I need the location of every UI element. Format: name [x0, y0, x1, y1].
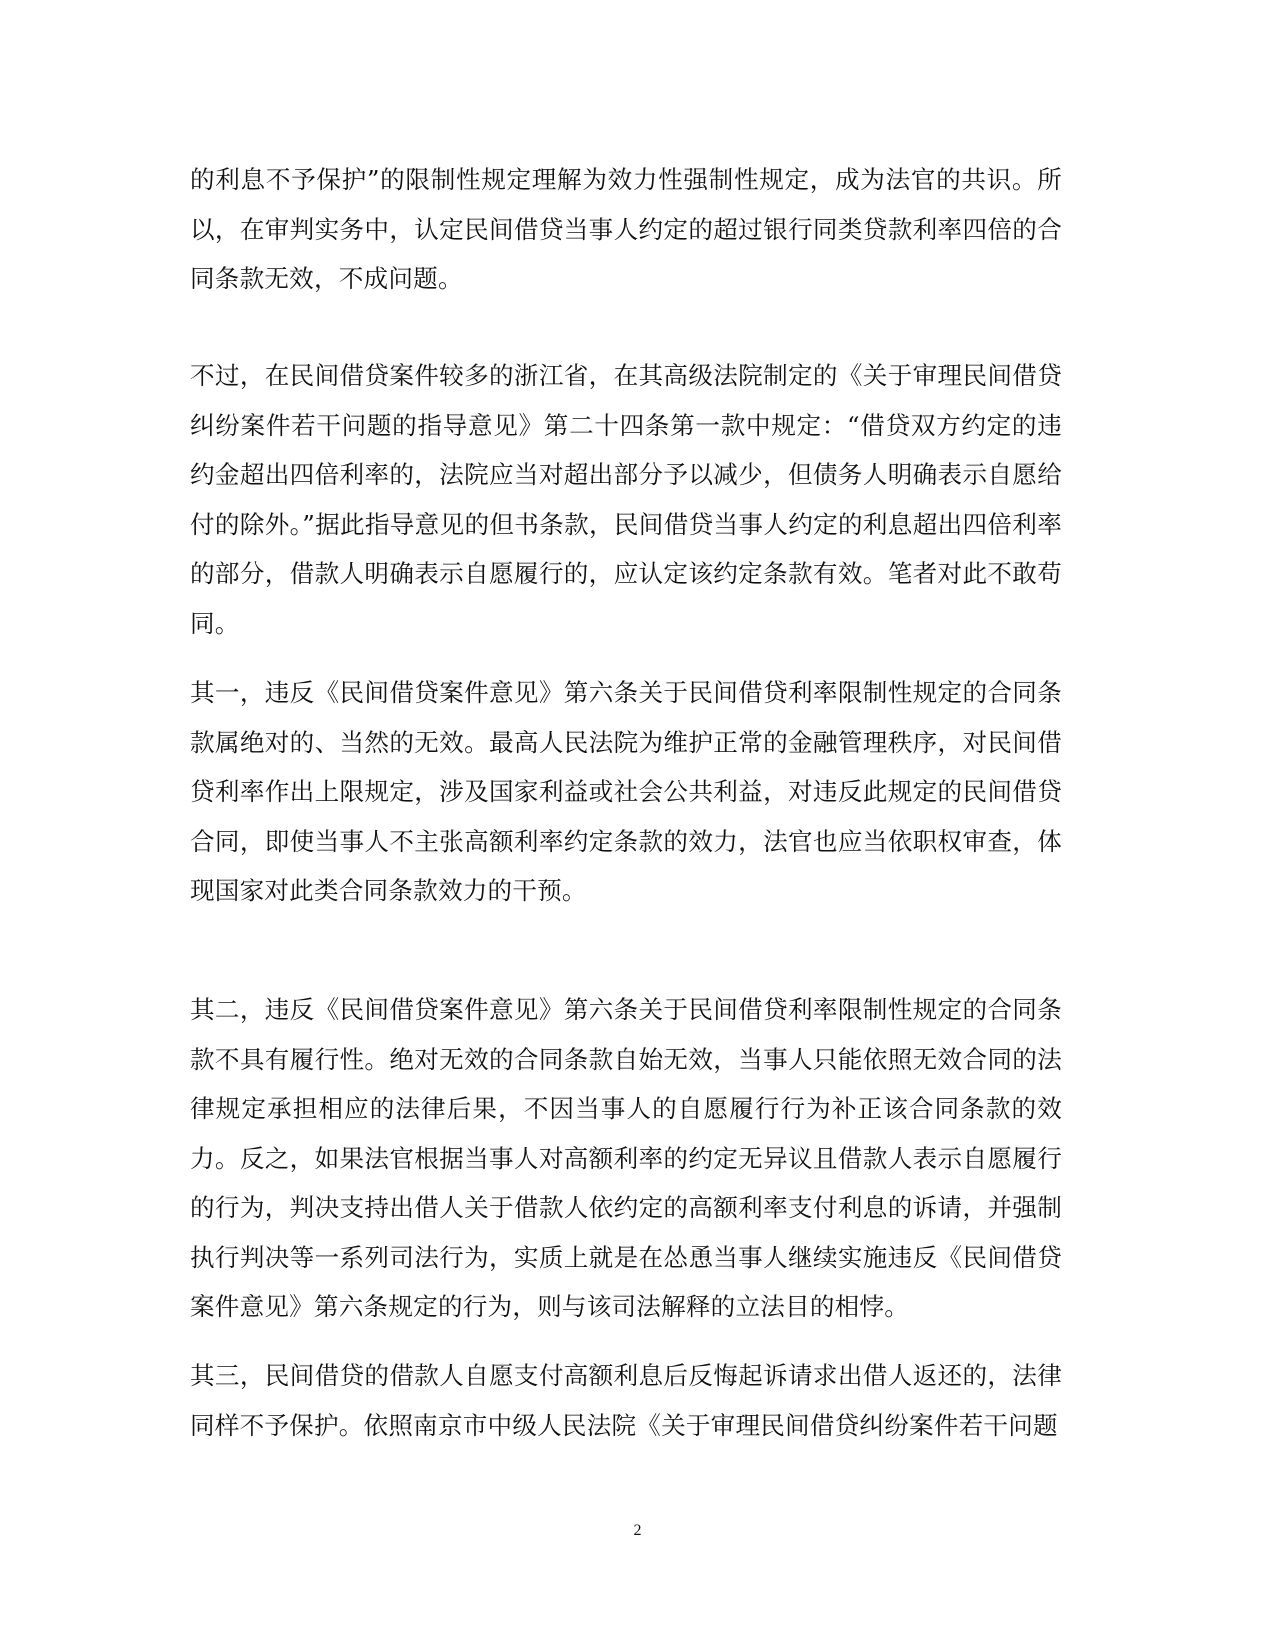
paragraph-5: 其三，民间借贷的借款人自愿支付高额利息后反悔起诉请求出借人返还的，法律同样不予保护。依照南京市中级人民法院《关于审理民间借贷纠纷案件若干问题: [190, 1361, 1062, 1440]
paragraph-4: 其二，违反《民间借贷案件意见》第六条关于民间借贷利率限制性规定的合同条款不具有履行性。绝对无效的合同条款自始无效，当事人只能依照无效合同的法律规定承担相应的法律后果，不因当事人的自愿履行行为补正该合同条款的效力。反之，如果法官根据当事人对高额利率的约定无异议且借款人表示自愿履行的行为，判决支持出借人关于借款人依约定的高额利率支付利息的诉请，并强制执行判决等一系列司法行为，实质上就是在怂恿当事人继续实施违反《民间借贷案件意见》第六条规定的行为，则与该司法解释的立法目的相悖。: [190, 995, 1062, 1321]
page-number: 2: [633, 1522, 642, 1539]
paragraph-1: 的利息不予保护”的限制性规定理解为效力性强制性规定，成为法官的共识。所以，在审判实务中，认定民间借贷当事人约定的超过银行同类贷款利率四倍的合同条款无效，不成问题。: [190, 165, 1062, 293]
paragraph-3: 其一，违反《民间借贷案件意见》第六条关于民间借贷利率限制性规定的合同条款属绝对的、当然的无效。最高人民法院为维护正常的金融管理秩序，对民间借贷利率作出上限规定，涉及国家利益或社会公共利益，对违反此规定的民间借贷合同，即使当事人不主张高额利率约定条款的效力，法官也应当依职权审查，体现国家对此类合同条款效力的干预。: [190, 678, 1062, 905]
paragraph-2: 不过，在民间借贷案件较多的浙江省，在其高级法院制定的《关于审理民间借贷纠纷案件若干问题的指导意见》第二十四条第一款中规定：“借贷双方约定的违约金超出四倍利率的，法院应当对超出部分予以减少，但债务人明确表示自愿给付的除外。”据此指导意见的但书条款，民间借贷当事人约定的利息超出四倍利率的部分，借款人明确表示自愿履行的，应认定该约定条款有效。笔者对此不敢苟同。: [190, 361, 1062, 638]
